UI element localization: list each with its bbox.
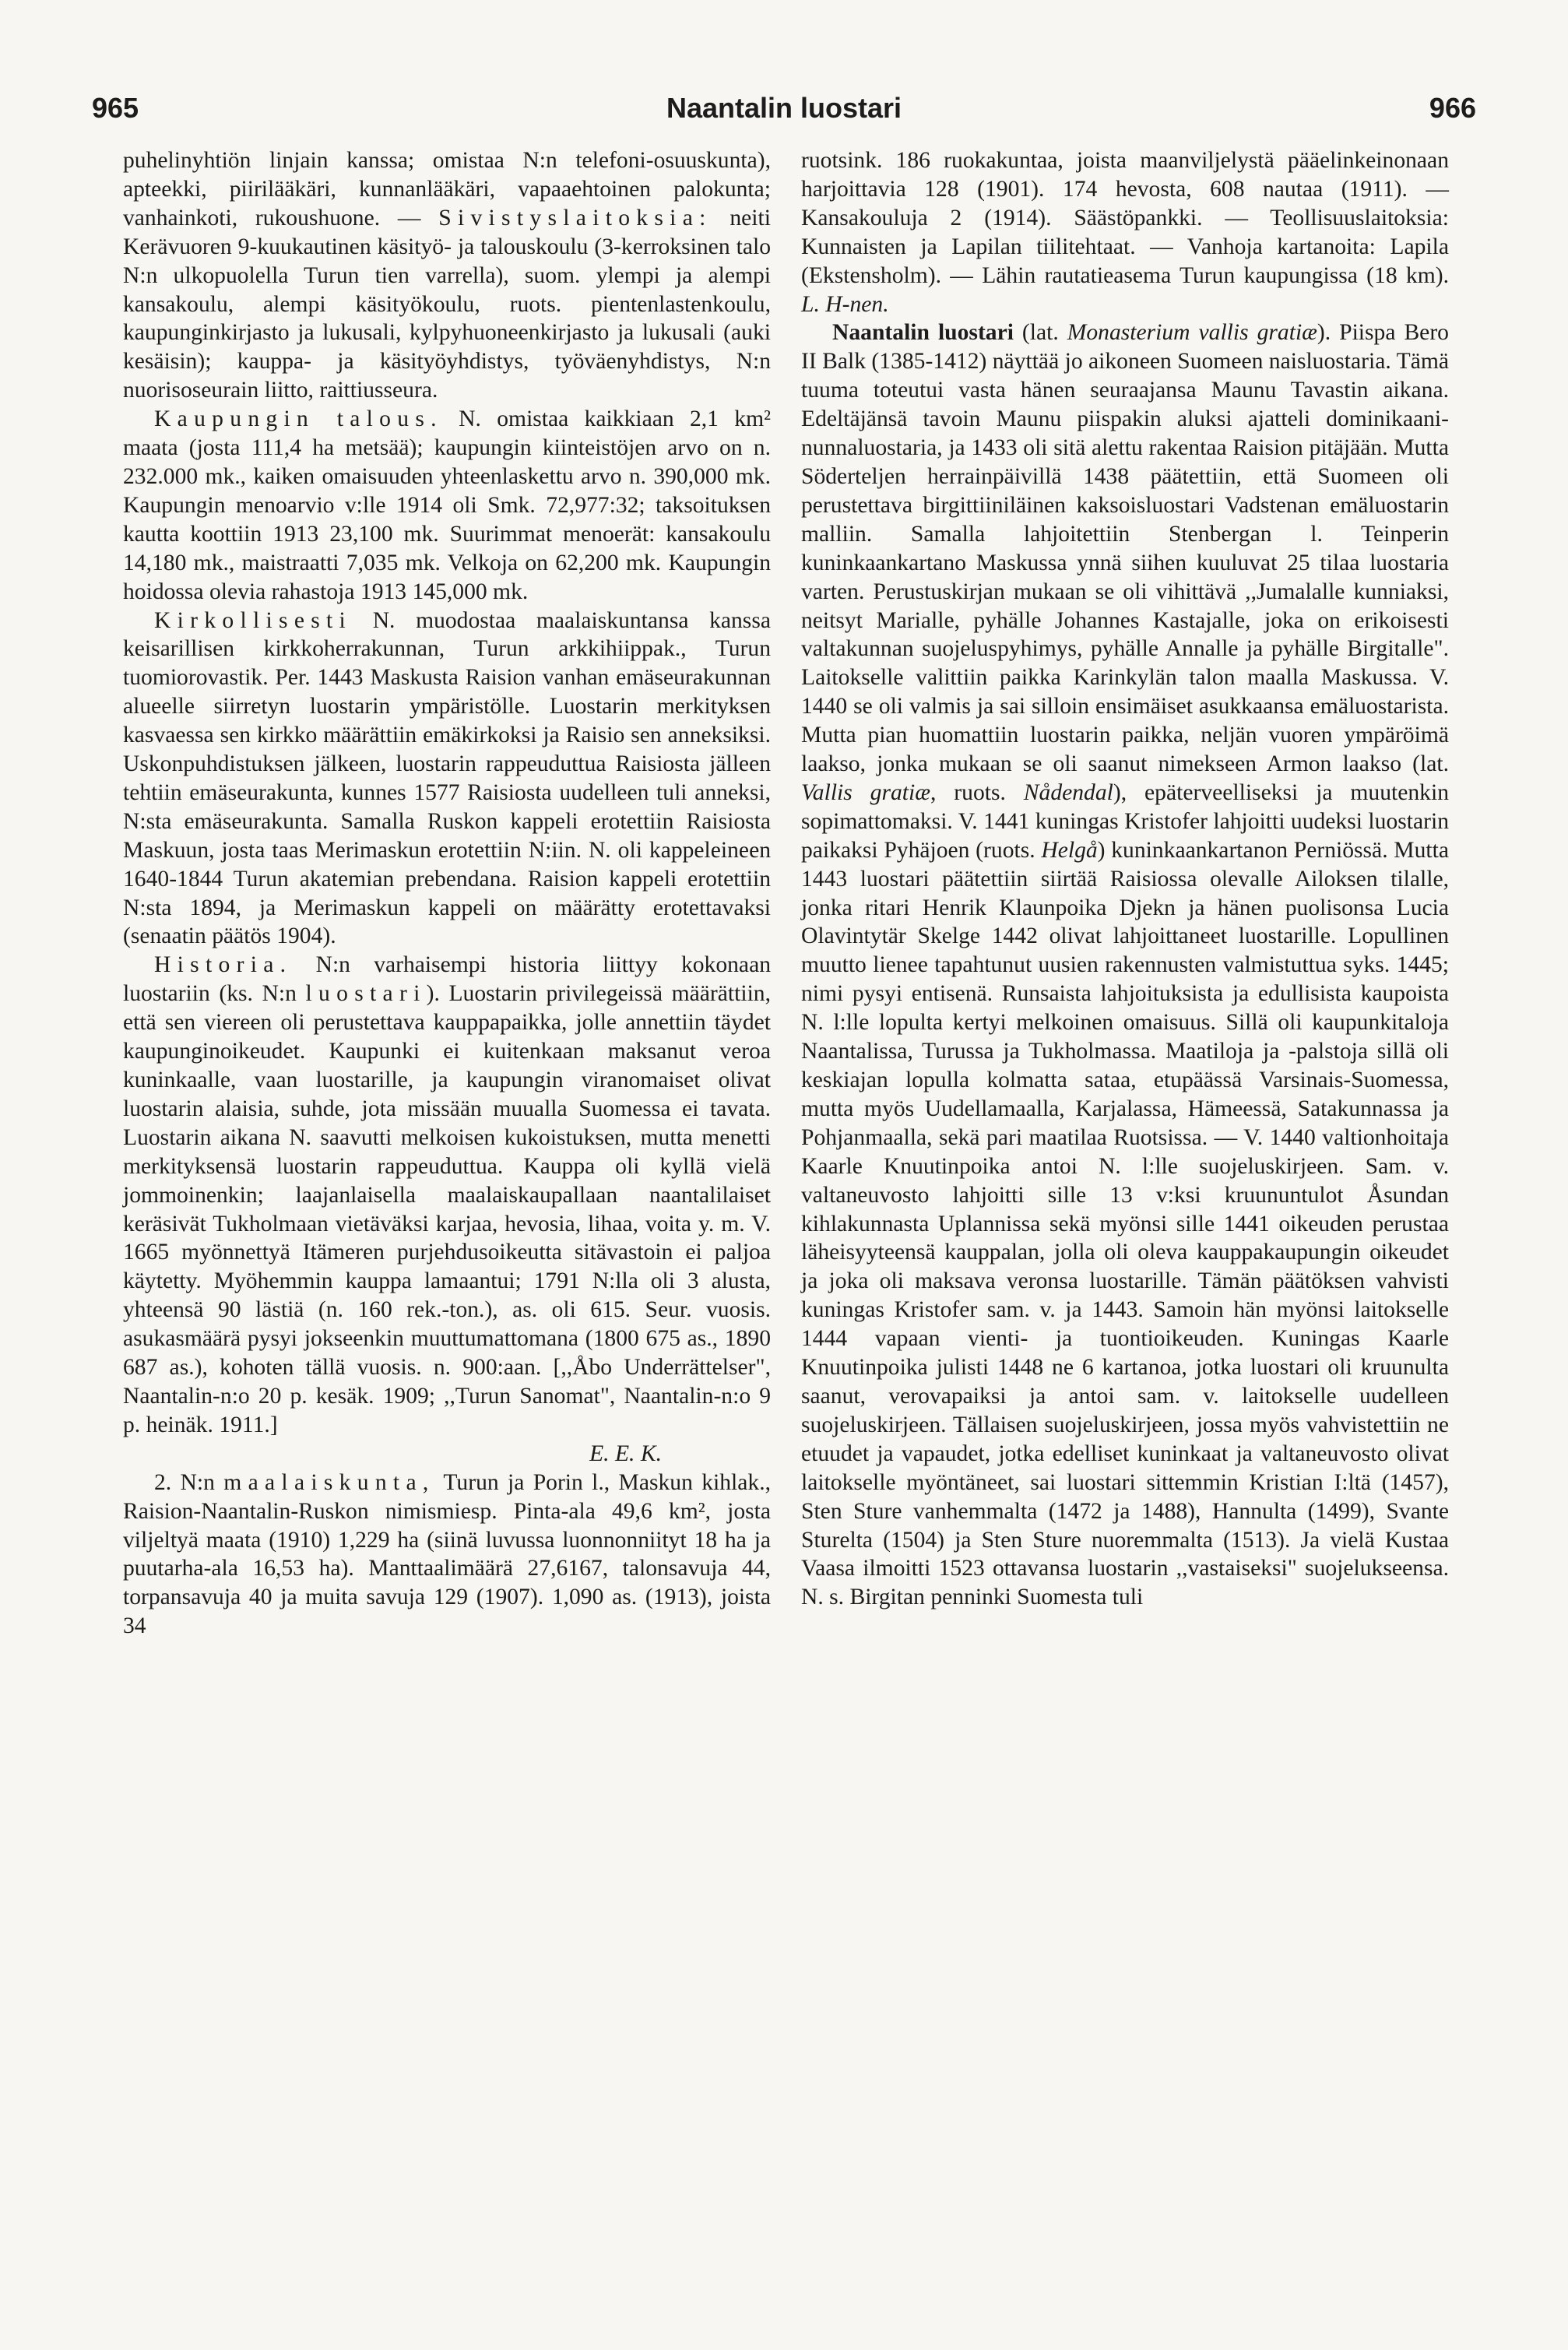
- paragraph-church: [123, 607, 771, 952]
- text: ), epäterveelliseksi ja muutenkin sopimattomaksi. V. 1441 kuningas Kristofer lahjoitti uudeksi luostarin paikaksi Pyhäjoen (ruots.: [801, 779, 1449, 863]
- spaced-heading-education: Sivistyslaitoksia:: [438, 205, 712, 230]
- latin-name: Monasterium vallis gratiæ: [1067, 320, 1317, 346]
- paragraph-history: [123, 951, 771, 1439]
- latin-name: Vallis gratiæ: [801, 779, 930, 805]
- spaced-heading-rural: maalaiskunta,: [223, 1469, 435, 1495]
- text: puhelinyhtiön linjain kanssa; omistaa N:n telefoni-osuuskunta), apteekki, piirilääkäri, kunnanlääkäri, vapaaehtoinen palokunta; vanhainkoti, rukoushuone. —: [123, 148, 771, 230]
- text: Turun ja Porin l., Maskun kihlak., Raision-Naantalin-Ruskon nimismiesp. Pinta-ala 49,6 km², josta viljeltyä maata (1910) 1,229 ha (siinä luvussa luonnonniityt 18 ha ja puutarha-ala 16,53 ha). Manttaalimäärä 27,6167, talonsavuja 44, torpansavuja 40 ja muita savuja 129 (1907). 1,090 as. (1913), joista 34: [123, 1469, 771, 1639]
- text: ). Luostarin privilegeissä määrättiin, että sen viereen oli perustettava kauppapaikka, jolle annettiin täydet kaupunginoikeudet. Kaupunki ei kuitenkaan maksanut veroa kuninkaalle, vaan luostarille, ja kaupungin viranomaiset olivat luostarin alaisia, suhde, jota missään muualla Suomessa ei tavata. Luostarin aikana N. saavutti melkoisen kukoistuksen, mutta menetti merkityksensä luostarin rappeuduttua. Kauppa oli kyllä vielä jommoinenkin; laajanlaisella maalaiskaupallaan naantalilaiset keräsivät Tukholmaan vietäväksi karjaa, hevosia, lihaa, voita y. m. V. 1665 myönnettyä Itämeren purjehdusoikeutta sitävastoin ei paljoa käytetty. Myöhemmin kauppa lamaantui; 1791 N:lla oli 3 alusta, yhteensä 90 lästiä (n. 160 rek.-ton.), as. oli 615. Seur. vuosis. asukasmäärä pysyi jokseenkin muuttumattomana (1800 675 as., 1890 687 as.), kohoten tällä vuosis. n. 900:aan. [,,Åbo Underrättelser", Naantalin-n:o 20 p. kesäk. 1909; ,,Turun Sanomat", Naantalin-n:o 9 p. heinäk. 1911.]: [123, 981, 771, 1437]
- text: neiti Kerävuoren 9-kuukautinen käsityö- ja talouskoulu (3-kerroksinen talo N:n ulkopuolella Turun tien varrella), suom. ylempi ja alempi kansakoulu, alempi käsityökoulu, ruots. pientenlastenkoulu, kaupunginkirjasto ja lukusali, kylpyhuoneenkirjasto ja lukusali (auki kesäisin); kauppa- ja käsityöyhdistys, työväenyhdistys, N:n nuorisoseurain liitto, raittiusseura.: [123, 205, 771, 403]
- spaced-crossref: luostari: [305, 981, 427, 1007]
- paragraph-rural-continued: [801, 146, 1449, 318]
- running-title: Naantalin luostari: [666, 92, 902, 124]
- left-column: [123, 146, 771, 1641]
- spaced-heading-finances: Kaupungin talous.: [154, 406, 443, 432]
- spaced-heading-history: Historia.: [154, 952, 293, 978]
- entry-headword: Naantalin luostari: [832, 320, 1014, 346]
- right-column: [801, 146, 1449, 1612]
- page-number-right: 966: [1429, 92, 1476, 124]
- spaced-heading-church: Kirkollisesti: [154, 607, 353, 633]
- paragraph-rural-municipality: [123, 1469, 771, 1641]
- paragraph-institutions: [123, 146, 771, 405]
- page-number-left: 965: [92, 92, 139, 124]
- paragraph-finances: [123, 405, 771, 606]
- text: ). Piispa Bero II Balk (1385-1412) näyttää jo aikoneen Suomeen naisluostaria. Tämä tuuma toteutui vasta hänen seuraajansa Maunu Tavastin aikana. Edeltäjänsä tavoin Maunu piispakin aluksi ajatteli dominikaani-nunnaluostaria, ja 1433 oli sitä alettu rakentaa Raision pitäjään. Mutta Söderteljen herrainpäivillä 1438 päätettiin, että Suomeen oli perustettava birgittiiniläinen kaksoisluostari Vadstenan emäluostarin malliin. Samalla lahjoitettiin Stenbergan l. Teinperin kuninkaankartano Maskussa ynnä siihen kuuluvat 25 tilaa luostaria varten. Perustuskirjan mukaan se oli vihittävä ,,Jumalalle kunniaksi, neitsyt Marialle, pyhälle Johannes Kastajalle, joka on erikoisesti valtakunnan suojeluspyhimys, pyhälle Annalle ja pyhälle Birgitalle". Laitokselle valittiin paikka Karinkylän talon maalla Maskussa. V. 1440 se oli valmis ja sai silloin ensimäiset asukkaansa emäluostarista. Mutta pian huomattiin luostarin paikka, neljän vuoren ympäröimä laakso, jonka mukaan se oli saanut nimekseen Armon laakso (lat.: [801, 320, 1449, 777]
- swedish-name: Helgå: [1041, 837, 1098, 863]
- text: , ruots.: [930, 779, 1006, 805]
- text: N. omistaa kaikkiaan 2,1 km² maata (josta 111,4 ha metsää); kaupungin kiinteistöjen arvo on n. 232.000 mk., kaiken omaisuuden yhteenlaskettu arvo n. 390,000 mk. Kaupungin menoarvio v:lle 1914 oli Smk. 72,977:32; taksoituksen kautta koottiin 1913 23,100 mk. Suurimmat menoerät: kansakoulu 14,180 mk., maistraatti 7,035 mk. Velkoja on 62,200 mk. Kaupungin hoidossa olevia rahastoja 1913 145,000 mk.: [123, 406, 771, 604]
- paragraph-convent: [801, 318, 1449, 1612]
- text: N. muodostaa maalaiskuntansa kanssa keisarillisen kirkkoherrakunnan, Turun arkkihiippak., Turun tuomiorovastik. Per. 1443 Maskusta Raision vanhan emäseurakunnan alueelle siirretyn luostarin ympäristölle. Luostarin merkityksen kasvaessa sen kirkko määrättiin emäkirkoksi ja Raisio sen anneksiksi. Uskonpuhdistuksen jälkeen, luostarin rappeuduttua Raisiosta jälleen tehtiin emäseurakunta, kunnes 1577 Raisiosta uudelleen tuli anneksi, N:sta emäseurakunta. Samalla Ruskon kappeli erotettiin Raisiosta Maskuun, josta taas Merimaskun erotettiin N:iin. N. oli kappeleineen 1640-1844 Turun akatemian prebendana. Raision kappeli erotettiin N:sta 1894, ja Merimaskun kappeli on määrätty erotettavaksi (senaatin päätös 1904).: [123, 607, 771, 949]
- author-signature: E. E. K.: [589, 1441, 662, 1466]
- text: 2. N:n: [154, 1469, 215, 1495]
- text: ) kuninkaankartanon Perniössä. Mutta 1443 luostari päätettiin siirtää Raisiossa olevalle Ailoksen tilalle, jonka ritari Henrik Klaunpoika Djekn ja hänen puolisonsa Lucia Olavintytär Skelge 1442 olivat lahjoittaneet luostarille. Lopullinen muutto lienee tapahtunut uusien rakennusten valmistuttua syks. 1445; nimi pysyi entisenä. Runsaista lahjoituksista ja edullisista kaupoista N. l:lle lopulta kertyi melkoinen omaisuus. Sillä oli kaupunkitaloja Naantalissa, Turussa ja Tukholmassa. Maatiloja ja -palstoja sillä oli keskiajan lopulla kolmatta sataa, etupäässä Varsinais-Suomessa, mutta myös Uudellamaalla, Karjalassa, Hämeessä, Satakunnassa ja Pohjanmaalla, sekä pari maatilaa Ruotsissa. — V. 1440 valtionhoitaja Kaarle Knuutinpoika antoi N. l:lle suojeluskirjeen. Sam. v. valtaneuvosto lahjoitti sille 13 v:ksi kruununtulot Åsundan kihlakunnasta Uplannissa sekä myönsi sille 1441 oikeuden perustaa läheisyyteensä kauppalan, jolla oli oleva kauppakaupungin oikeudet ja joka oli maksava veronsa luostarille. Tämän päätöksen vahvisti kuningas Kristofer sam. v. ja 1443. Samoin hän myönsi laitokselle 1444 vapaan vienti- ja tuontioikeuden. Kuningas Kaarle Knuutinpoika julisti 1448 ne 6 kartanoa, jotka luostari oli kruunulta saanut, verovapaiksi ja antoi sam. v. laitokselle uudelleen suojeluskirjeen. Tällaisen suojeluskirjeen, jossa myös vahvistettiin ne etuudet ja vapaudet, jotka edelliset kuninkaat ja valtaneuvosto olivat laitokselle myöntäneet, sai luostari sittemmin Kristian I:ltä (1457), Sten Sture vanhemmalta (1472 ja 1488), Hannulta (1499), Svante Sturelta (1504) ja Sten Sture nuoremmalta (1513). Ja vielä Kustaa Vaasa ilmoitti 1523 ottavansa luostarin ,,vastaiseksi" suojelukseensa. N. s. Birgitan penninki Suomesta tuli: [801, 837, 1449, 1610]
- text: ruotsink. 186 ruokakuntaa, joista maanviljelystä pääelinkeinonaan harjoittavia 128 (1901). 174 hevosta, 608 nautaa (1911). — Kansakouluja 2 (1914). Säästöpankki. — Teollisuuslaitoksia: Kunnaisten ja Lapilan tiilitehtaat. — Vanhoja kartanoita: Lapila (Ekstensholm). — Lähin rautatieasema Turun kaupungissa (18 km).: [801, 148, 1449, 288]
- author-signature: L. H-nen.: [801, 291, 889, 317]
- text: N:n varhaisempi historia liittyy kokonaan luostariin (ks. N:n: [123, 952, 772, 1007]
- text: (lat.: [1021, 320, 1059, 346]
- swedish-name: Nådendal: [1023, 779, 1113, 805]
- running-header: [92, 92, 1476, 139]
